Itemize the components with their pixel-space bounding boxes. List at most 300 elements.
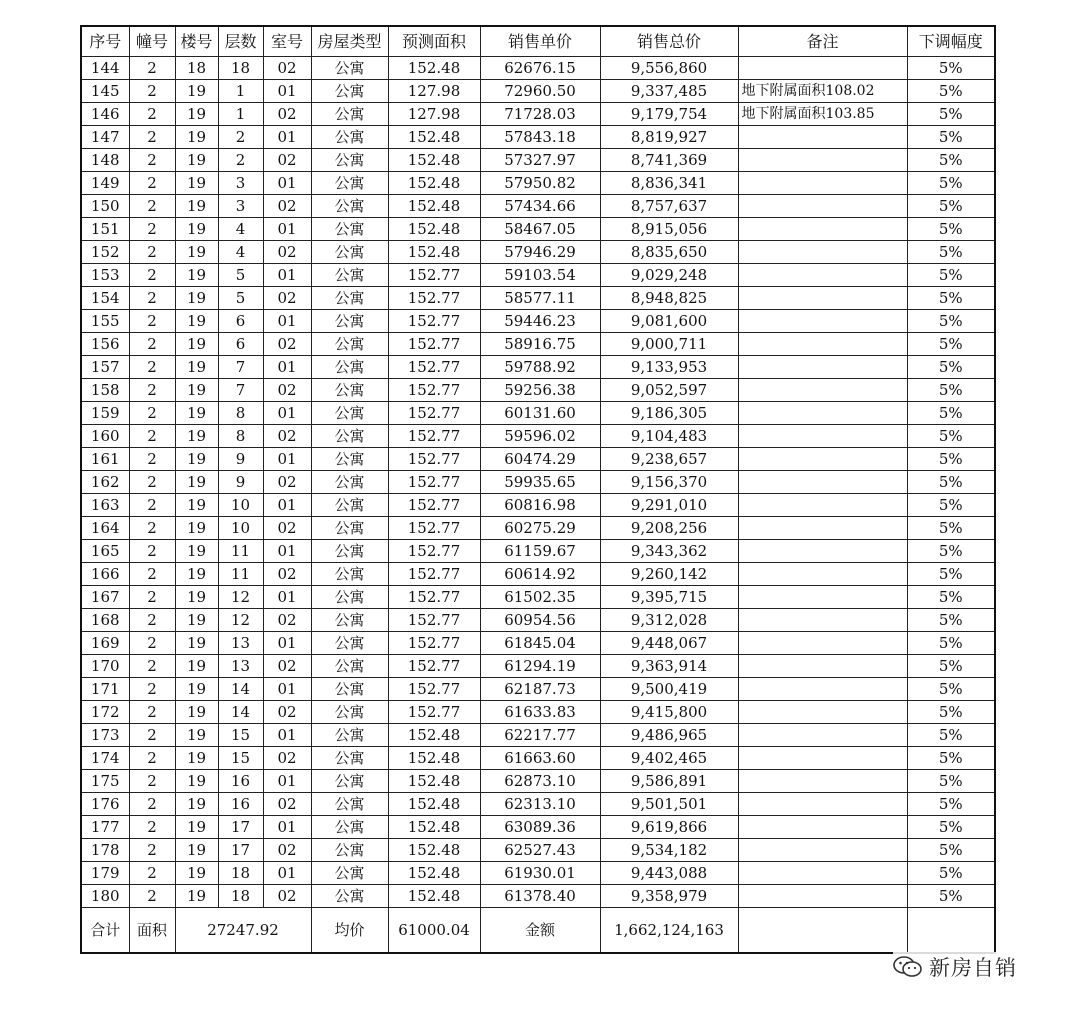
cell-block: 2 <box>129 471 175 494</box>
table-row <box>81 149 995 172</box>
cell-block: 2 <box>129 172 175 195</box>
cell-type: 公寓 <box>311 448 388 471</box>
cell-floor: 4 <box>218 241 263 264</box>
cell-type: 公寓 <box>311 103 388 126</box>
cell-unit-price: 59788.92 <box>480 356 600 379</box>
cell-area: 152.48 <box>388 793 480 816</box>
cell-unit-price: 61378.40 <box>480 885 600 908</box>
cell-note <box>738 701 907 724</box>
total-area-label: 面积 <box>129 908 175 954</box>
cell-total-price: 8,835,650 <box>600 241 738 264</box>
cell-type: 公寓 <box>311 563 388 586</box>
cell-index: 174 <box>81 747 129 770</box>
cell-room: 02 <box>263 333 311 356</box>
cell-discount: 5% <box>907 402 995 425</box>
cell-area: 152.77 <box>388 632 480 655</box>
cell-discount: 5% <box>907 632 995 655</box>
cell-index: 161 <box>81 448 129 471</box>
cell-index: 152 <box>81 241 129 264</box>
cell-building: 19 <box>175 563 218 586</box>
total-avg-value: 61000.04 <box>388 908 480 954</box>
cell-floor: 6 <box>218 310 263 333</box>
cell-discount: 5% <box>907 264 995 287</box>
cell-room: 02 <box>263 379 311 402</box>
cell-area: 152.77 <box>388 402 480 425</box>
cell-area: 152.77 <box>388 586 480 609</box>
cell-area: 152.48 <box>388 885 480 908</box>
cell-discount: 5% <box>907 701 995 724</box>
cell-block: 2 <box>129 724 175 747</box>
cell-floor: 18 <box>218 862 263 885</box>
table-row <box>81 379 995 402</box>
cell-area: 152.77 <box>388 356 480 379</box>
cell-area: 152.77 <box>388 264 480 287</box>
cell-area: 152.77 <box>388 310 480 333</box>
cell-discount: 5% <box>907 149 995 172</box>
cell-area: 152.77 <box>388 540 480 563</box>
cell-room: 01 <box>263 448 311 471</box>
cell-room: 02 <box>263 747 311 770</box>
cell-note <box>738 724 907 747</box>
table-row <box>81 402 995 425</box>
cell-discount: 5% <box>907 563 995 586</box>
cell-unit-price: 62187.73 <box>480 678 600 701</box>
cell-note <box>738 471 907 494</box>
header-row <box>81 26 995 57</box>
cell-room: 01 <box>263 770 311 793</box>
cell-building: 19 <box>175 310 218 333</box>
cell-block: 2 <box>129 310 175 333</box>
table-row <box>81 609 995 632</box>
col-header-room: 室号 <box>263 26 311 57</box>
cell-unit-price: 59596.02 <box>480 425 600 448</box>
cell-block: 2 <box>129 57 175 80</box>
cell-block: 2 <box>129 862 175 885</box>
table-row <box>81 425 995 448</box>
total-row <box>81 908 995 954</box>
cell-total-price: 8,741,369 <box>600 149 738 172</box>
cell-building: 19 <box>175 701 218 724</box>
cell-block: 2 <box>129 839 175 862</box>
cell-note <box>738 425 907 448</box>
cell-room: 02 <box>263 241 311 264</box>
table-row <box>81 172 995 195</box>
cell-area: 152.77 <box>388 471 480 494</box>
cell-type: 公寓 <box>311 218 388 241</box>
cell-discount: 5% <box>907 678 995 701</box>
cell-type: 公寓 <box>311 287 388 310</box>
cell-building: 19 <box>175 793 218 816</box>
cell-discount: 5% <box>907 747 995 770</box>
table-row <box>81 356 995 379</box>
cell-area: 152.77 <box>388 517 480 540</box>
cell-discount: 5% <box>907 310 995 333</box>
cell-discount: 5% <box>907 57 995 80</box>
cell-unit-price: 61502.35 <box>480 586 600 609</box>
table-row <box>81 471 995 494</box>
cell-total-price: 9,500,419 <box>600 678 738 701</box>
cell-type: 公寓 <box>311 770 388 793</box>
cell-type: 公寓 <box>311 793 388 816</box>
cell-note <box>738 839 907 862</box>
cell-building: 19 <box>175 264 218 287</box>
cell-unit-price: 61845.04 <box>480 632 600 655</box>
cell-room: 01 <box>263 724 311 747</box>
cell-area: 152.48 <box>388 218 480 241</box>
cell-area: 152.48 <box>388 724 480 747</box>
cell-building: 19 <box>175 862 218 885</box>
cell-index: 177 <box>81 816 129 839</box>
cell-total-price: 9,104,483 <box>600 425 738 448</box>
cell-area: 152.48 <box>388 126 480 149</box>
cell-floor: 17 <box>218 839 263 862</box>
cell-building: 19 <box>175 379 218 402</box>
table-row <box>81 770 995 793</box>
table-row <box>81 678 995 701</box>
cell-index: 160 <box>81 425 129 448</box>
cell-room: 02 <box>263 103 311 126</box>
cell-note <box>738 885 907 908</box>
cell-index: 150 <box>81 195 129 218</box>
cell-area: 152.77 <box>388 678 480 701</box>
cell-total-price: 8,819,927 <box>600 126 738 149</box>
cell-floor: 2 <box>218 126 263 149</box>
table-row <box>81 126 995 149</box>
cell-total-price: 9,443,088 <box>600 862 738 885</box>
cell-total-price: 9,556,860 <box>600 57 738 80</box>
cell-unit-price: 61633.83 <box>480 701 600 724</box>
cell-block: 2 <box>129 816 175 839</box>
cell-block: 2 <box>129 356 175 379</box>
cell-block: 2 <box>129 793 175 816</box>
cell-note <box>738 287 907 310</box>
cell-index: 153 <box>81 264 129 287</box>
cell-block: 2 <box>129 563 175 586</box>
cell-area: 127.98 <box>388 80 480 103</box>
cell-total-price: 9,081,600 <box>600 310 738 333</box>
cell-unit-price: 61294.19 <box>480 655 600 678</box>
cell-discount: 5% <box>907 517 995 540</box>
cell-discount: 5% <box>907 80 995 103</box>
cell-unit-price: 60816.98 <box>480 494 600 517</box>
cell-total-price: 9,358,979 <box>600 885 738 908</box>
table-row <box>81 448 995 471</box>
cell-unit-price: 59446.23 <box>480 310 600 333</box>
cell-total-price: 9,395,715 <box>600 586 738 609</box>
cell-building: 19 <box>175 770 218 793</box>
cell-index: 176 <box>81 793 129 816</box>
cell-unit-price: 58577.11 <box>480 287 600 310</box>
cell-discount: 5% <box>907 425 995 448</box>
cell-note <box>738 126 907 149</box>
cell-discount: 5% <box>907 471 995 494</box>
cell-building: 19 <box>175 609 218 632</box>
cell-building: 19 <box>175 195 218 218</box>
cell-note <box>738 770 907 793</box>
cell-block: 2 <box>129 609 175 632</box>
cell-total-price: 9,156,370 <box>600 471 738 494</box>
cell-total-price: 9,208,256 <box>600 517 738 540</box>
cell-block: 2 <box>129 241 175 264</box>
cell-room: 02 <box>263 701 311 724</box>
cell-discount: 5% <box>907 770 995 793</box>
cell-note <box>738 678 907 701</box>
cell-type: 公寓 <box>311 540 388 563</box>
cell-total-price: 9,238,657 <box>600 448 738 471</box>
cell-floor: 5 <box>218 287 263 310</box>
cell-area: 152.77 <box>388 425 480 448</box>
cell-floor: 12 <box>218 609 263 632</box>
cell-discount: 5% <box>907 448 995 471</box>
table-row <box>81 655 995 678</box>
cell-building: 19 <box>175 678 218 701</box>
cell-floor: 10 <box>218 517 263 540</box>
cell-type: 公寓 <box>311 57 388 80</box>
cell-discount: 5% <box>907 655 995 678</box>
table-row <box>81 264 995 287</box>
cell-floor: 6 <box>218 333 263 356</box>
cell-total-price: 8,915,056 <box>600 218 738 241</box>
cell-total-price: 9,619,866 <box>600 816 738 839</box>
cell-type: 公寓 <box>311 172 388 195</box>
cell-area: 152.77 <box>388 655 480 678</box>
cell-total-price: 9,291,010 <box>600 494 738 517</box>
cell-room: 01 <box>263 126 311 149</box>
table-row <box>81 701 995 724</box>
cell-floor: 9 <box>218 471 263 494</box>
cell-room: 02 <box>263 885 311 908</box>
cell-block: 2 <box>129 402 175 425</box>
cell-room: 01 <box>263 80 311 103</box>
cell-type: 公寓 <box>311 655 388 678</box>
cell-room: 01 <box>263 494 311 517</box>
cell-room: 02 <box>263 471 311 494</box>
cell-discount: 5% <box>907 356 995 379</box>
total-discount-cell <box>907 908 995 954</box>
cell-index: 171 <box>81 678 129 701</box>
cell-unit-price: 58916.75 <box>480 333 600 356</box>
table-row <box>81 747 995 770</box>
cell-discount: 5% <box>907 494 995 517</box>
cell-block: 2 <box>129 126 175 149</box>
cell-type: 公寓 <box>311 862 388 885</box>
cell-index: 178 <box>81 839 129 862</box>
cell-room: 01 <box>263 172 311 195</box>
cell-block: 2 <box>129 770 175 793</box>
cell-note <box>738 540 907 563</box>
cell-index: 175 <box>81 770 129 793</box>
cell-total-price: 8,836,341 <box>600 172 738 195</box>
cell-floor: 1 <box>218 103 263 126</box>
cell-area: 127.98 <box>388 103 480 126</box>
cell-room: 02 <box>263 839 311 862</box>
table-row <box>81 241 995 264</box>
cell-building: 19 <box>175 172 218 195</box>
cell-floor: 11 <box>218 563 263 586</box>
cell-type: 公寓 <box>311 494 388 517</box>
table-row <box>81 724 995 747</box>
cell-building: 19 <box>175 149 218 172</box>
cell-index: 157 <box>81 356 129 379</box>
cell-note <box>738 655 907 678</box>
cell-building: 19 <box>175 333 218 356</box>
cell-unit-price: 60474.29 <box>480 448 600 471</box>
cell-index: 162 <box>81 471 129 494</box>
cell-block: 2 <box>129 747 175 770</box>
cell-unit-price: 57950.82 <box>480 172 600 195</box>
price-list-table <box>80 25 996 954</box>
cell-floor: 16 <box>218 770 263 793</box>
cell-room: 02 <box>263 563 311 586</box>
cell-total-price: 9,000,711 <box>600 333 738 356</box>
cell-building: 19 <box>175 724 218 747</box>
table-row <box>81 80 995 103</box>
cell-total-price: 8,948,825 <box>600 287 738 310</box>
cell-building: 19 <box>175 540 218 563</box>
cell-total-price: 9,052,597 <box>600 379 738 402</box>
cell-total-price: 9,415,800 <box>600 701 738 724</box>
cell-room: 02 <box>263 793 311 816</box>
cell-block: 2 <box>129 655 175 678</box>
cell-floor: 15 <box>218 747 263 770</box>
cell-block: 2 <box>129 379 175 402</box>
cell-building: 19 <box>175 655 218 678</box>
cell-index: 164 <box>81 517 129 540</box>
cell-block: 2 <box>129 540 175 563</box>
cell-discount: 5% <box>907 379 995 402</box>
cell-floor: 3 <box>218 172 263 195</box>
cell-type: 公寓 <box>311 333 388 356</box>
cell-floor: 1 <box>218 80 263 103</box>
table-row <box>81 862 995 885</box>
cell-area: 152.77 <box>388 494 480 517</box>
cell-building: 19 <box>175 517 218 540</box>
cell-block: 2 <box>129 218 175 241</box>
col-header-type: 房屋类型 <box>311 26 388 57</box>
cell-floor: 18 <box>218 57 263 80</box>
cell-unit-price: 60275.29 <box>480 517 600 540</box>
cell-index: 155 <box>81 310 129 333</box>
cell-area: 152.77 <box>388 701 480 724</box>
cell-note <box>738 310 907 333</box>
cell-area: 152.48 <box>388 747 480 770</box>
cell-unit-price: 62676.15 <box>480 57 600 80</box>
table-row <box>81 310 995 333</box>
cell-room: 01 <box>263 586 311 609</box>
cell-building: 19 <box>175 839 218 862</box>
cell-area: 152.77 <box>388 563 480 586</box>
cell-note <box>738 195 907 218</box>
cell-floor: 7 <box>218 379 263 402</box>
cell-room: 01 <box>263 356 311 379</box>
cell-total-price: 9,402,465 <box>600 747 738 770</box>
cell-total-price: 8,757,637 <box>600 195 738 218</box>
cell-discount: 5% <box>907 218 995 241</box>
watermark-text: 新房自销 <box>929 956 1017 980</box>
table-row <box>81 57 995 80</box>
cell-index: 169 <box>81 632 129 655</box>
cell-index: 151 <box>81 218 129 241</box>
cell-unit-price: 60131.60 <box>480 402 600 425</box>
cell-type: 公寓 <box>311 264 388 287</box>
cell-note <box>738 149 907 172</box>
cell-block: 2 <box>129 287 175 310</box>
cell-type: 公寓 <box>311 632 388 655</box>
cell-type: 公寓 <box>311 885 388 908</box>
total-note-cell <box>738 908 907 954</box>
cell-building: 19 <box>175 494 218 517</box>
cell-area: 152.77 <box>388 448 480 471</box>
cell-unit-price: 61663.60 <box>480 747 600 770</box>
cell-index: 170 <box>81 655 129 678</box>
cell-total-price: 9,448,067 <box>600 632 738 655</box>
table-row <box>81 218 995 241</box>
cell-index: 156 <box>81 333 129 356</box>
cell-discount: 5% <box>907 287 995 310</box>
cell-discount: 5% <box>907 724 995 747</box>
cell-floor: 8 <box>218 402 263 425</box>
cell-discount: 5% <box>907 103 995 126</box>
cell-type: 公寓 <box>311 517 388 540</box>
cell-area: 152.48 <box>388 816 480 839</box>
cell-total-price: 9,501,501 <box>600 793 738 816</box>
cell-index: 158 <box>81 379 129 402</box>
cell-note <box>738 862 907 885</box>
cell-discount: 5% <box>907 195 995 218</box>
cell-index: 163 <box>81 494 129 517</box>
cell-total-price: 9,312,028 <box>600 609 738 632</box>
cell-unit-price: 59103.54 <box>480 264 600 287</box>
cell-unit-price: 71728.03 <box>480 103 600 126</box>
cell-type: 公寓 <box>311 471 388 494</box>
cell-unit-price: 60614.92 <box>480 563 600 586</box>
cell-floor: 2 <box>218 149 263 172</box>
cell-index: 149 <box>81 172 129 195</box>
cell-area: 152.48 <box>388 770 480 793</box>
cell-floor: 10 <box>218 494 263 517</box>
cell-floor: 17 <box>218 816 263 839</box>
cell-note <box>738 379 907 402</box>
col-header-area: 预测面积 <box>388 26 480 57</box>
cell-block: 2 <box>129 425 175 448</box>
cell-building: 19 <box>175 425 218 448</box>
cell-floor: 14 <box>218 701 263 724</box>
cell-block: 2 <box>129 586 175 609</box>
cell-total-price: 9,363,914 <box>600 655 738 678</box>
cell-discount: 5% <box>907 793 995 816</box>
cell-block: 2 <box>129 494 175 517</box>
cell-discount: 5% <box>907 862 995 885</box>
cell-note <box>738 563 907 586</box>
cell-note: 地下附属面积103.85 <box>738 103 907 126</box>
cell-floor: 13 <box>218 655 263 678</box>
cell-building: 19 <box>175 586 218 609</box>
cell-discount: 5% <box>907 839 995 862</box>
table-row <box>81 586 995 609</box>
cell-building: 19 <box>175 241 218 264</box>
cell-unit-price: 57843.18 <box>480 126 600 149</box>
cell-type: 公寓 <box>311 126 388 149</box>
cell-unit-price: 61159.67 <box>480 540 600 563</box>
total-label: 合计 <box>81 908 129 954</box>
cell-unit-price: 59256.38 <box>480 379 600 402</box>
cell-area: 152.48 <box>388 195 480 218</box>
cell-total-price: 9,586,891 <box>600 770 738 793</box>
cell-note <box>738 57 907 80</box>
cell-building: 19 <box>175 126 218 149</box>
cell-room: 01 <box>263 540 311 563</box>
cell-type: 公寓 <box>311 839 388 862</box>
